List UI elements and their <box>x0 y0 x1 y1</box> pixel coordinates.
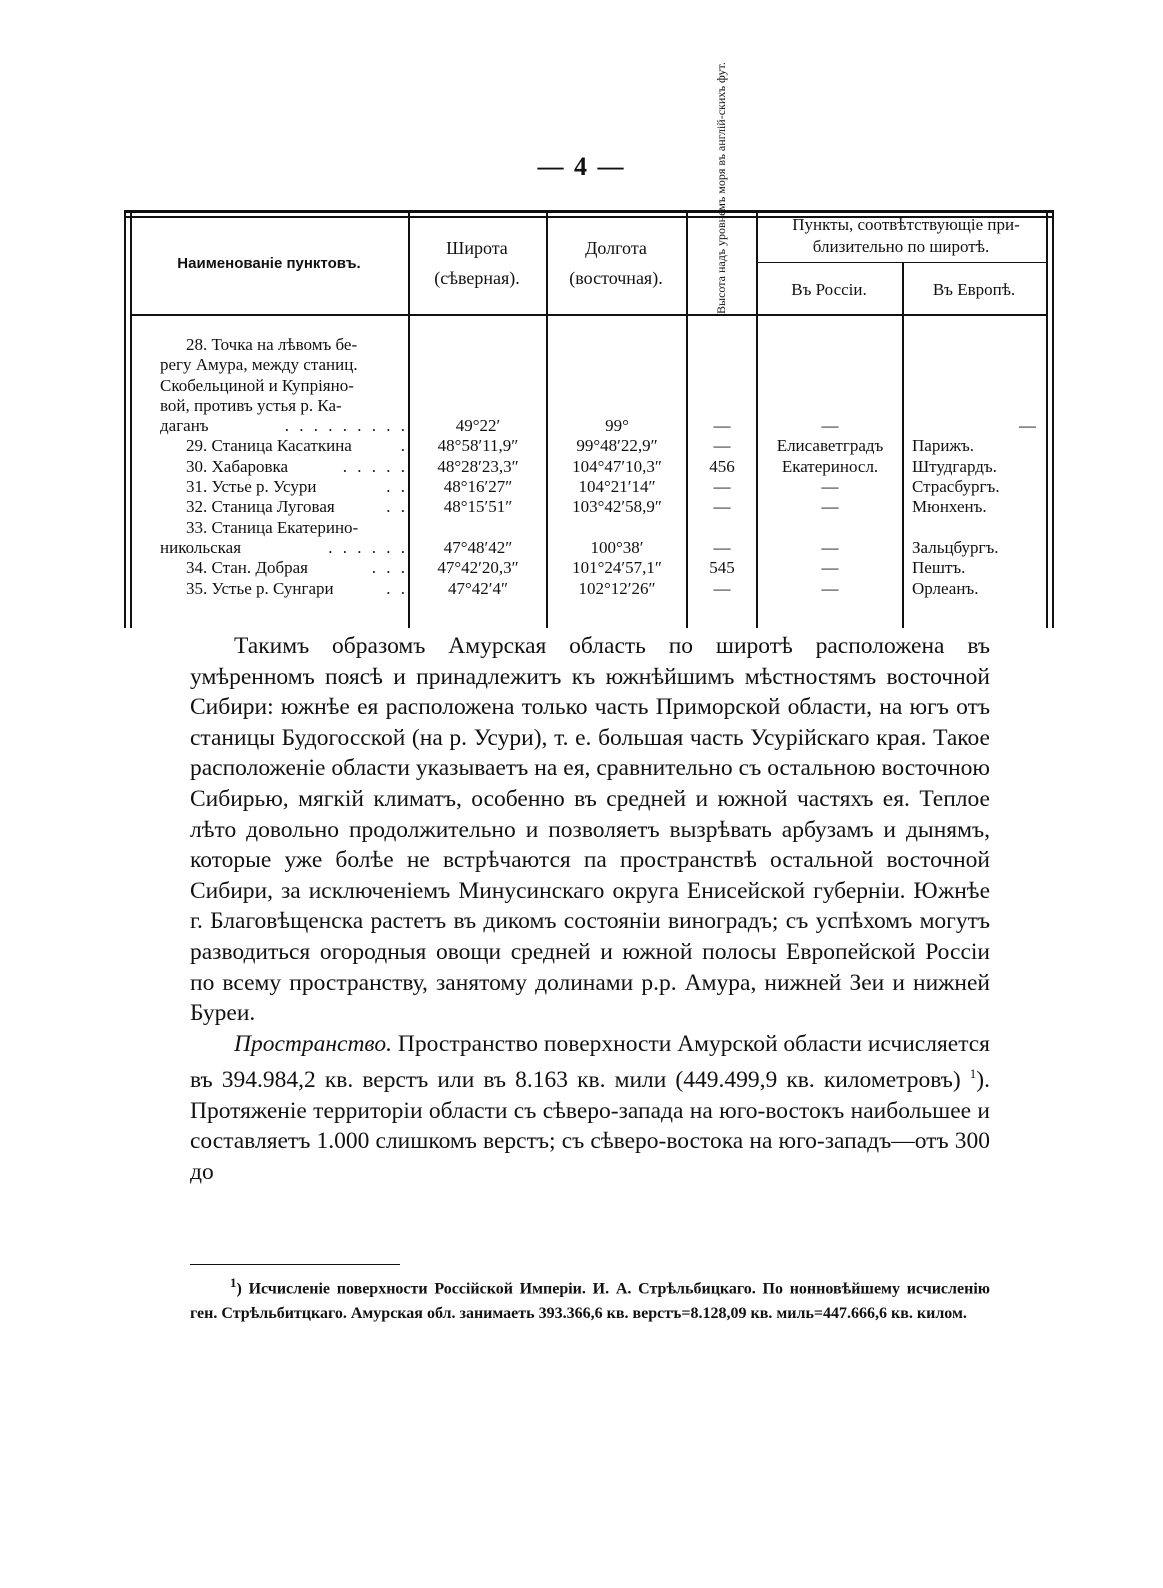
lat-cell: 47°42′4″ <box>447 578 509 598</box>
europe-cell: — <box>1019 416 1036 436</box>
europe-cell: Пештъ. <box>912 558 966 578</box>
paragraph-title: Пространство. <box>234 1030 392 1057</box>
height-cell: 545 <box>709 558 735 578</box>
leader-dots: . . . . . <box>342 456 408 476</box>
leader-dots: . . <box>386 497 408 517</box>
header-lat-line2: (сѣверная). <box>434 268 520 288</box>
lon-cell: 104°47′10,3″ <box>572 456 662 476</box>
height-cell: — <box>713 578 731 598</box>
table-border-right-outer <box>1052 210 1054 628</box>
lat-cell: 48°28′23,3″ <box>437 456 519 476</box>
page-number: — 4 — <box>537 152 626 181</box>
lat-cell: 47°42′20,3″ <box>437 558 519 578</box>
russia-cell: — <box>821 477 839 497</box>
name-text: 30. Хабаровка <box>186 456 289 476</box>
table-row <box>160 497 408 517</box>
height-column <box>688 335 756 599</box>
table-row <box>160 558 408 578</box>
header-bottom-rule <box>130 314 1046 316</box>
leader-dots: . <box>400 436 408 456</box>
name-text: 29. Станица Касаткина <box>186 436 352 456</box>
russia-cell: — <box>821 558 839 578</box>
header-lon-line1: Долгота <box>585 238 647 258</box>
header-height: Высота надъ уровнемъ моря въ англій-скихъ фут. <box>714 62 728 314</box>
lat-column <box>410 335 546 599</box>
height-cell: — <box>713 436 731 456</box>
header-points-line2: близительно по широтѣ. <box>812 237 990 256</box>
header-points-line1: Пункты, соотвѣтствующіе при- <box>792 215 1020 234</box>
body-text <box>190 631 990 1188</box>
lon-cell: 104°21′14″ <box>578 477 656 497</box>
table-row <box>160 477 408 497</box>
name-line: вой, противъ устья р. Ка- <box>160 395 342 415</box>
lat-cell: 49°22′ <box>455 416 501 436</box>
header-russia: Въ Россіи. <box>791 280 867 299</box>
header-europe: Въ Европѣ. <box>932 280 1016 299</box>
lat-cell: 48°16′27″ <box>443 477 513 497</box>
europe-cell: Парижъ. <box>912 436 974 456</box>
lon-cell: 100°38′ <box>590 537 644 557</box>
coordinates-table <box>124 62 1054 628</box>
table-row <box>160 538 408 558</box>
height-cell: — <box>713 537 731 557</box>
russia-cell: Екатериносл. <box>781 456 879 476</box>
europe-cell: Штудгардъ. <box>912 456 997 476</box>
height-cell: — <box>713 477 731 497</box>
name-text: 32. Станица Луговая <box>186 497 335 517</box>
table-row <box>160 579 408 599</box>
footnote-text: ) Исчисленіе поверхности Россійской Имперіи. И. А. Стрѣльбицкаго. По нонновѣйшему исчисленію ген. Стрѣльбитцкаго. Амурская обл. занимаеть 393.366,6 кв. верстъ=8.128,09 кв. миль=447.666,6 кв. килом. <box>190 1280 990 1323</box>
name-line: Скобельциной и Купріяно- <box>160 375 354 395</box>
name-text: 31. Устье р. Усури <box>186 477 317 497</box>
table-row <box>160 416 408 436</box>
europe-cell: Мюнхенъ. <box>912 497 987 517</box>
paragraph-text: Пространство поверхности Амурской области исчисляется въ 394.984,2 кв. верстъ или въ 8.163 кв. мили (449.499,9 кв. километровъ) <box>190 1030 990 1094</box>
lat-cell: 48°58′11,9″ <box>437 436 519 456</box>
name-line: регу Амура, между станиц. <box>160 355 358 375</box>
leader-dots: . . . <box>371 558 408 578</box>
lon-cell: 99°48′22,9″ <box>576 436 658 456</box>
lat-cell: 47°48′42″ <box>443 537 513 557</box>
russia-cell: — <box>821 578 839 598</box>
russia-cell: — <box>821 497 839 517</box>
table-border-right <box>1046 210 1048 628</box>
header-sub-rule <box>756 262 1046 263</box>
name-line: 33. Станица Екатерино- <box>186 517 359 537</box>
table-border-left <box>124 210 126 628</box>
russia-column <box>758 335 902 599</box>
footnote-divider <box>190 1264 400 1265</box>
leader-dots: . . <box>386 578 408 598</box>
names-column <box>160 335 408 599</box>
europe-column <box>912 335 1046 599</box>
table-row <box>160 457 408 477</box>
lon-cell: 102°12′26″ <box>578 578 656 598</box>
russia-cell: — <box>821 416 839 436</box>
table-row <box>160 436 408 456</box>
lon-cell: 99° <box>605 416 629 436</box>
europe-cell: Орлеанъ. <box>912 578 979 598</box>
europe-cell: Зальцбургъ. <box>912 537 999 557</box>
russia-cell: Елисаветградъ <box>776 436 884 456</box>
leader-dots: . . <box>386 477 408 497</box>
lon-cell: 103°42′58,9″ <box>572 497 662 517</box>
russia-cell: — <box>821 537 839 557</box>
header-lon-line2: (восточная). <box>569 268 663 288</box>
paragraph-text: ). Протяженіе территоріи области съ сѣверо-запада на юго-востокъ наибольшее и составляетъ 1.000 слишкомъ верстъ; съ сѣверо-востока на юго-западъ—отъ 300 до <box>190 1067 990 1185</box>
header-name: Наименованіе пунктовъ. <box>177 255 361 272</box>
name-text: никольская <box>160 537 242 557</box>
height-cell: — <box>713 416 731 436</box>
leader-dots: . . . . . . . . . <box>284 416 408 436</box>
name-text: 35. Устье р. Сунгари <box>186 578 334 598</box>
footnote-ref: 1 <box>969 1066 977 1082</box>
paragraph: Такимъ образомъ Амурская область по широтѣ расположена въ умѣренномъ поясѣ и принадлежитъ къ южнѣйшимъ мѣстностямъ восточной Сибири: южнѣе ея расположена только часть Приморской области, на югъ отъ станицы Будогосской (на р. Усури), т. е. большая часть Усурійскаго края. Такое расположеніе области указываетъ на ея, сравнительно съ остальною восточною Сибирью, мягкій климатъ, особенно въ средней и южной частяхъ ея. Теплое лѣто довольно продолжительно и позволяетъ вызрѣвать арбузамъ и дынямъ, которые уже болѣе не встрѣчаются па пространствѣ остальной восточной Сибири, за исключеніемъ Минусинскаго округа Енисейской губерніи. Южнѣе г. Благовѣщенска растетъ въ дикомъ состояніи виноградъ; съ успѣхомъ могутъ разводиться огородныя овощи средней и южной полосы Европейской Россіи по всему пространству, занятому долинами р.р. Амура, нижней Зеи и нижней Буреи. <box>190 633 990 1027</box>
height-cell: — <box>713 497 731 517</box>
leader-dots: . . . . . . <box>328 537 408 557</box>
europe-cell: Страсбургъ. <box>912 477 1000 497</box>
header-lat-line1: Широта <box>446 238 508 258</box>
col-divider <box>902 262 904 628</box>
lon-column <box>548 335 686 599</box>
name-line: 28. Точка на лѣвомъ бе- <box>186 335 358 354</box>
lon-cell: 101°24′57,1″ <box>572 558 662 578</box>
paragraph <box>190 1029 990 1188</box>
footnote-number: 1 <box>230 1275 237 1290</box>
name-text: 34. Стан. Добрая <box>186 558 309 578</box>
lat-cell: 48°15′51″ <box>443 497 513 517</box>
footnote <box>190 1270 990 1326</box>
height-cell: 456 <box>709 456 735 476</box>
name-text: даганъ <box>160 416 209 436</box>
